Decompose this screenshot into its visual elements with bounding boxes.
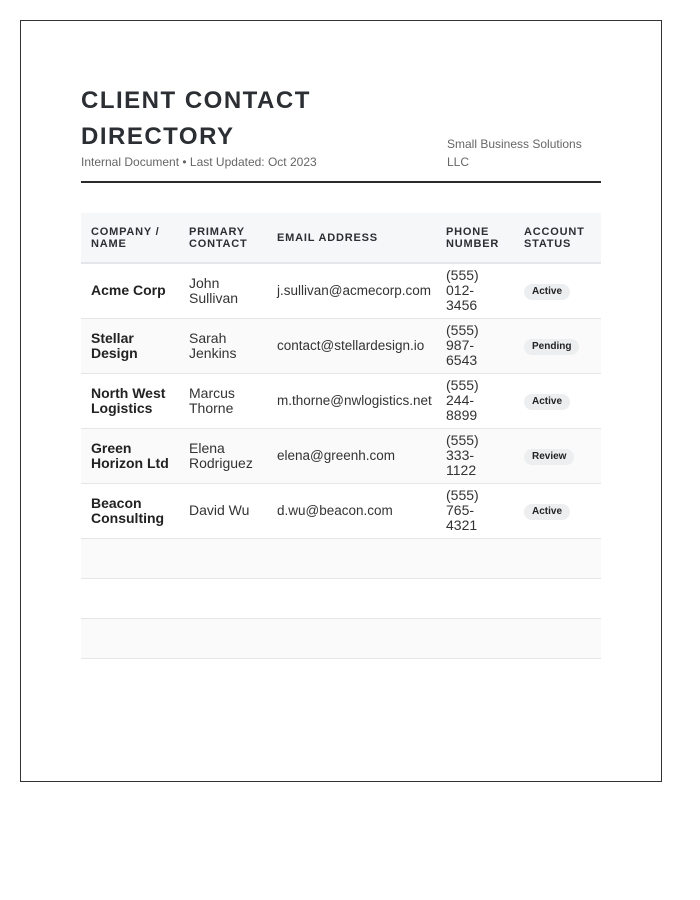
phone-cell: (555) 012-3456 <box>446 267 479 314</box>
status-badge: Review <box>524 449 574 465</box>
email-cell: d.wu@beacon.com <box>277 503 393 518</box>
contact-table <box>81 213 601 659</box>
status-cell <box>514 318 601 373</box>
company-cell: Green Horizon Ltd <box>91 439 169 471</box>
table-header-row <box>81 213 601 263</box>
status-badge: Active <box>524 504 570 520</box>
table-row <box>81 428 601 483</box>
contact-cell: Elena Rodriguez <box>189 439 253 471</box>
empty-row <box>81 618 601 658</box>
company-cell: Acme Corp <box>91 282 166 299</box>
status-badge: Pending <box>524 339 579 355</box>
header-phone: PHONE NUMBER <box>446 225 500 250</box>
empty-row <box>81 578 601 618</box>
empty-cell <box>81 578 601 618</box>
table-row <box>81 318 601 373</box>
contact-cell: Sarah Jenkins <box>189 329 237 361</box>
email-cell: contact@stellardesign.io <box>277 338 425 353</box>
email-cell: m.thorne@nwlogistics.net <box>277 393 432 408</box>
company-name: Small Business Solutions LLC <box>447 137 582 169</box>
document-subtitle: Internal Document • Last Updated: Oct 2023 <box>81 155 317 169</box>
status-badge: Active <box>524 284 570 300</box>
document-title: CLIENT CONTACT DIRECTORY <box>81 87 311 150</box>
empty-cell <box>81 618 601 658</box>
header-company: COMPANY / NAME <box>91 225 160 250</box>
phone-cell: (555) 765-4321 <box>446 487 479 533</box>
table-row <box>81 373 601 428</box>
phone-cell: (555) 244-8899 <box>446 377 479 423</box>
document-page <box>20 20 662 782</box>
contact-cell: John Sullivan <box>189 274 239 306</box>
header-email: EMAIL ADDRESS <box>277 231 378 244</box>
table-row <box>81 263 601 318</box>
company-cell: North West Logistics <box>91 384 166 416</box>
email-cell: j.sullivan@acmecorp.com <box>277 283 432 299</box>
company-cell: Stellar Design <box>91 329 138 361</box>
company-cell: Beacon Consulting <box>91 494 165 526</box>
status-badge: Active <box>524 394 570 410</box>
table-row <box>81 483 601 538</box>
status-cell <box>514 373 601 428</box>
email-cell: elena@greenh.com <box>277 448 396 463</box>
document-header <box>81 83 601 183</box>
contact-cell: David Wu <box>189 502 250 518</box>
status-cell <box>514 428 601 483</box>
status-cell <box>514 263 601 318</box>
header-status: ACCOUNT STATUS <box>524 225 585 250</box>
empty-row <box>81 538 601 578</box>
empty-cell <box>81 538 601 578</box>
header-contact: PRIMARY CONTACT <box>189 225 248 250</box>
phone-cell: (555) 333-1122 <box>446 432 479 478</box>
phone-cell: (555) 987-6543 <box>446 322 479 368</box>
status-cell <box>514 483 601 538</box>
contact-cell: Marcus Thorne <box>189 384 235 416</box>
